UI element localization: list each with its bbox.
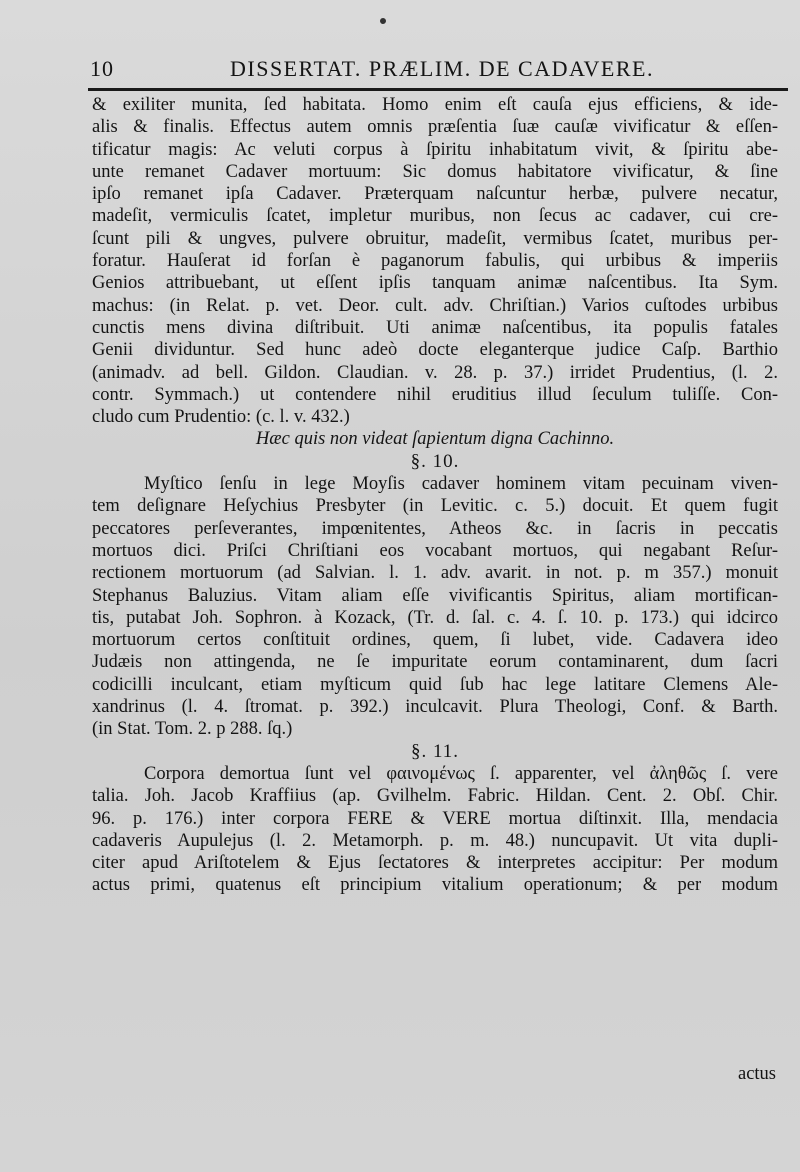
section-heading-10: §. 10. bbox=[410, 450, 460, 472]
text-line: mortuorum certos conſtituit ordines, quem, ſi lubet, vide. Cadavera ideo bbox=[92, 630, 778, 651]
page-body bbox=[92, 94, 778, 897]
text-line: ſcunt pili & ungves, pulvere obruitur, madeſit, vermibus ſcatet, muribus per- bbox=[92, 228, 778, 249]
text-line: cludo cum Prudentio: (c. l. v. 432.) bbox=[92, 407, 350, 428]
text-line: contr. Symmach.) ut contendere nihil eruditius illud ſeculum tuliſſe. Con- bbox=[92, 384, 778, 405]
text-line: (in Stat. Tom. 2. p 288. ſq.) bbox=[92, 719, 293, 740]
text-line: (animadv. ad bell. Gildon. Claudian. v. 28. p. 37.) irridet Prudentius, (l. 2. bbox=[92, 362, 778, 383]
text-line: talia. Joh. Jacob Kraffiius (ap. Gvilhelm. Fabric. Hildan. Cent. 2. Obſ. Chir. bbox=[92, 786, 778, 807]
text-line: rectionem mortuorum (ad Salvian. l. 1. adv. avarit. in not. p. m 357.) monuit bbox=[92, 563, 778, 584]
verse-quotation: Hæc quis non videat ſapientum digna Cachinno. bbox=[255, 429, 615, 450]
running-head: DISSERTAT. PRÆLIM. DE CADAVERE. bbox=[230, 56, 654, 81]
text-line: Genios attribuebant, ut eſſent ipſis tanquam animæ naſcentibus. Ita Sym. bbox=[92, 273, 778, 294]
text-line: Stephanus Baluzius. Vitam aliam eſſe vivificantis Spiritus, aliam mortifican- bbox=[92, 585, 778, 606]
text-line: alis & finalis. Effectus autem omnis præſentia ſuæ cauſæ vivificatur & eſſen- bbox=[92, 117, 778, 138]
text-line: citer apud Ariſtotelem & Ejus ſectatores & interpretes accipitur: Per modum bbox=[92, 853, 778, 874]
text-line: madeſit, vermiculis ſcatet, impletur muribus, non ſecus ac cadaver, cui cre- bbox=[92, 206, 778, 227]
text-line: machus: (in Relat. p. vet. Deor. cult. adv. Chriſtian.) Varios cuſtodes urbibus bbox=[92, 295, 778, 316]
text-line: tem deſignare Heſychius Presbyter (in Levitic. c. 5.) docuit. Et quem fugit bbox=[92, 496, 778, 517]
text-line: & exiliter munita, ſed habitata. Homo enim eſt cauſa ejus efficiens, & ide- bbox=[92, 95, 778, 115]
section-heading-11: §. 11. bbox=[410, 740, 460, 762]
catchword: actus bbox=[737, 1064, 776, 1084]
text-line: 96. p. 176.) inter corpora FERE & VERE mortua diſtinxit. Illa, mendacia bbox=[92, 808, 778, 829]
ink-speck bbox=[380, 18, 386, 24]
text-line: cadaveris Aupulejus (l. 2. Metamorph. p. m. 48.) nuncupavit. Ut vita dupli- bbox=[92, 830, 778, 851]
text-line: mortuos dici. Priſci Chriſtiani eos vocabant mortuos, qui negabant Reſur- bbox=[92, 540, 778, 561]
page-header bbox=[90, 56, 790, 90]
text-line: Corpora demortua ſunt vel φαινομένως ſ. apparenter, vel ἀληθῶς ſ. vere bbox=[144, 763, 778, 784]
text-line: ipſo remanet ipſa Cadaver. Præterquam naſcuntur herbæ, pulvere necatur, bbox=[92, 184, 778, 205]
text-line: Genii dividuntur. Sed hunc adeò docte eleganterque judice Caſp. Barthio bbox=[92, 340, 778, 361]
text-line: actus primi, quatenus eſt principium vitalium operationum; & per modum bbox=[92, 875, 778, 896]
text-line: codicilli inculcant, etiam myſticum quid ſub hac lege latitare Clemens Ale- bbox=[92, 674, 778, 695]
text-line: peccatores perſeverantes, impœnitentes, Atheos &c. in ſacris in peccatis bbox=[92, 518, 778, 539]
text-line: tificatur magis: Ac veluti corpus à ſpiritu inhabitatum vivit, & ſpiritu abe- bbox=[92, 139, 778, 160]
text-line: foratur. Hauſerat id forſan è paganorum fabulis, qui urbibus & imperiis bbox=[92, 251, 778, 272]
text-line: tis, putabat Joh. Sophron. à Kozack, (Tr. d. ſal. c. 4. ſ. 10. p. 173.) qui idcirco bbox=[92, 607, 778, 628]
page-number: 10 bbox=[90, 56, 114, 81]
text-line: unte remanet Cadaver mortuum: Sic domus habitatore vivificatur, & ſine bbox=[92, 161, 778, 182]
text-line: xandrinus (l. 4. ſtromat. p. 392.) inculcavit. Plura Theologi, Conf. & Barth. bbox=[92, 697, 778, 718]
text-line: Judæis non attingenda, ne ſe impuritate eorum contaminarent, dum ſacri bbox=[92, 652, 778, 673]
header-rule bbox=[88, 88, 788, 91]
text-line: Myſtico ſenſu in lege Moyſis cadaver hominem vitam pecuinam viven- bbox=[144, 474, 778, 495]
text-line: cunctis mens divina diſtribuit. Uti animæ naſcentibus, ita populis fatales bbox=[92, 317, 778, 338]
